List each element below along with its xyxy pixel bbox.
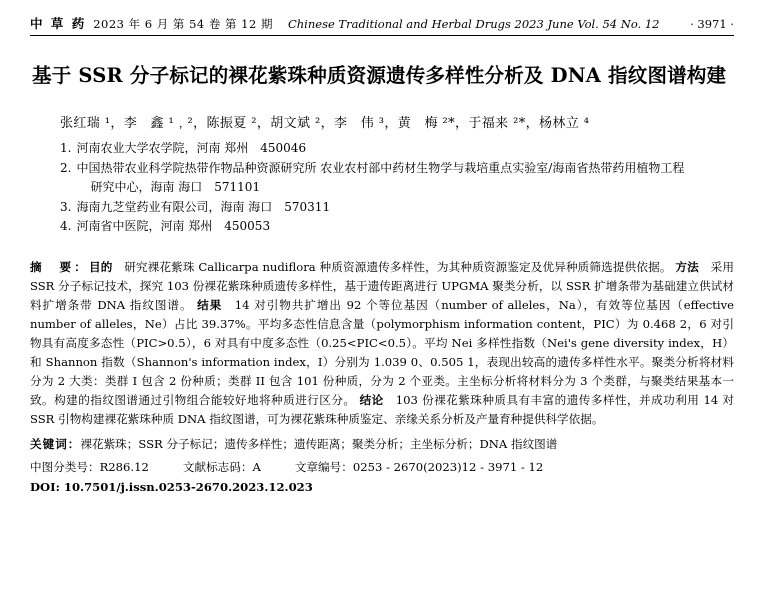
clc-label: 中图分类号： [30, 460, 100, 475]
affiliation-number: 4. [60, 219, 72, 234]
affiliation-text: 河南农业大学农学院，河南 郑州 450046 [76, 141, 307, 156]
document-code-value: A [252, 460, 261, 475]
clc-code [30, 459, 149, 475]
affiliation-text-line1: 中国热带农业科学院热带作物品种资源研究所 农业农村部中药材生物学与栽培重点实验室/海南省热带药用植物工程 [76, 160, 685, 175]
document-code [183, 459, 261, 475]
keywords [30, 435, 734, 454]
affiliation-text-line2: 研究中心，海南 海口 571101 [90, 180, 261, 195]
abstract-objective-label: 目的 [88, 260, 113, 275]
affiliation-item [60, 159, 734, 198]
affiliation-number: 1. [60, 141, 72, 156]
affiliation-text [76, 159, 734, 198]
doi: DOI: 10.7501/j.issn.0253-2670.2023.12.023 [30, 480, 313, 495]
affiliation-item [60, 139, 734, 158]
running-head-left [30, 14, 660, 32]
page-title: 基于 SSR 分子标记的裸花紫珠种质资源遗传多样性分析及 DNA 指纹图谱构建 [32, 64, 727, 87]
clc-value: R286.12 [99, 460, 149, 475]
affiliation-number: 2. [60, 160, 72, 175]
affiliation-list [30, 139, 734, 236]
affiliation-text: 河南省中医院，河南 郑州 450053 [76, 219, 271, 234]
abstract-conclusion-text: 103 份裸花紫珠种质具有丰富的遗传多样性，并成功利用 14 对 SSR 引物构建裸花紫珠种质 DNA 指纹图谱，可为裸花紫珠种质鉴定、亲缘关系分析及产量育种提供科学依据。 [30, 392, 734, 426]
author-list: 张红瑞 ¹，李 鑫 ¹﹐²，陈振夏 ²，胡文斌 ²，李 伟 ³，黄 梅 ²*，于福来 ²*，杨林立 ⁴ [60, 116, 590, 132]
journal-name-en: Chinese Traditional and Herbal Drugs 2023 June Vol. 54 No. 12 [287, 17, 660, 31]
affiliation-item [60, 198, 734, 217]
affiliation-text: 海南九芝堂药业有限公司，海南 海口 570311 [76, 199, 331, 214]
running-head [30, 0, 734, 35]
abstract-label: 摘 要： [30, 260, 89, 275]
keywords-text: 裸花紫珠；SSR 分子标记；遗传多样性；遗传距离；聚类分析；主坐标分析；DNA 指纹图谱 [80, 437, 558, 452]
article-number-value: 0253 - 2670(2023)12 - 3971 - 12 [352, 460, 544, 475]
header-divider [30, 35, 734, 36]
affiliation-item [60, 217, 734, 236]
abstract-methods-label: 方法 [675, 260, 699, 275]
issue-info-cn: 2023 年 6 月 第 54 卷 第 12 期 [93, 17, 273, 31]
abstract-objective-text: 研究裸花紫珠 Callicarpa nudiflora 种质资源遗传多样性，为其种质资源鉴定及优异种质筛选提供依据。 [124, 260, 672, 275]
article-number [295, 459, 543, 475]
abstract [30, 258, 734, 428]
abstract-conclusion-label: 结论 [359, 392, 384, 407]
document-code-label: 文献标志码： [182, 460, 253, 475]
article-number-label: 文章编号： [294, 460, 353, 475]
abstract-results-label: 结果 [197, 298, 223, 313]
abstract-methods-text: 采用 SSR 分子标记技术，探究 103 份裸花紫珠种质遗传多样性，基于遗传距离进行 UPGMA 聚类分析，以 SSR 扩增条带为基础建立供试材料扩增条带 DNA 指纹图谱。 [30, 260, 734, 313]
affiliation-number: 3. [60, 199, 72, 214]
keywords-label: 关键词： [30, 437, 81, 452]
classification-codes [30, 459, 734, 475]
page-number: · 3971 · [690, 17, 734, 31]
journal-name-cn: 中 草 药 [30, 16, 87, 31]
abstract-results-text: 14 对引物共扩增出 92 个等位基因（number of alleles，Na），有效等位基因（effective number of alleles，Ne）占比 39.37%。平均多态性信息含量（polymorphism information content，PIC）为 0.468 2，6 对引物具有高度多态性（PIC>0.5），6 对具有中度多态性（0.25<PIC<0.5）。平均 Nei 多样性指数（Nei's gene diversity index，H）和 Shannon 指数（Shannon's information index，I）分别为 1.039 0、0.505 1，表现出较高的遗传多样性水平。聚类分析将材料分为 2 大类：类群 I 包含 2 份种质；类群 II 包含 101 份种质，分为 2 个亚类。主坐标分析将材料分为 3 个类群，与聚类结果基本一致。构建的指纹图谱通过引物组合能较好地将种质进行区分。 [30, 298, 734, 407]
